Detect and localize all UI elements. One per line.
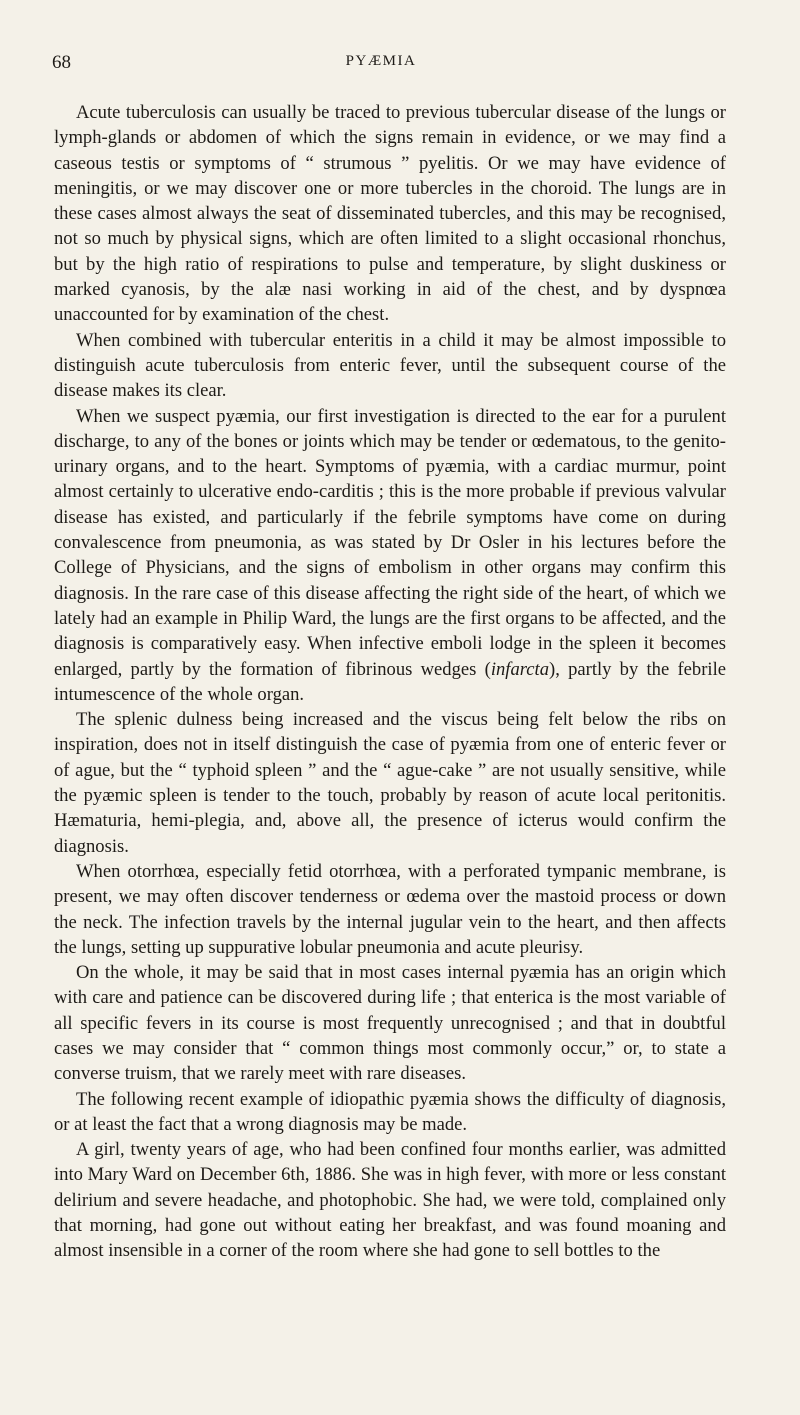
running-title: PYÆMIA [345,53,417,69]
paragraph: Acute tuberculosis can usually be traced to previous tubercular disease of the lungs or lymph-glands or abdomen of which the signs remain in evidence, or we may find a caseous testis or symptoms of “ strumous ” pyelitis. Or we may have evidence of meningitis, or we may discover one or more tubercles in the choroid. The lungs are in these cases almost always the seat of disseminated tubercles, and this may be recognised, not so much by physical signs, which are often limited to a slight occasional rhonchus, but by the high ratio of respirations to pulse and temperature, by slight duskiness or marked cyanosis, by the alæ nasi working in aid of the chest, and by dyspnœa unaccounted for by examination of the chest. [54,102,726,326]
paragraph: The splenic dulness being increased and the viscus being felt below the ribs on inspiration, does not in itself distinguish the case of pyæmia from one of enteric fever or of ague, but the “ typhoid spleen ” and the “ ague-cake ” are not usually sensitive, while the pyæmic spleen is tender to the touch, probably by reason of acute local peritonitis. Hæmaturia, hemi-plegia, and, above all, the presence of icterus would confirm the diagnosis. [54,709,726,857]
paragraph: When otorrhœa, especially fetid otorrhœa, with a perforated tympanic membrane, is present, we may often discover tenderness or œdema over the mastoid process or down the neck. The infection travels by the internal jugular vein to the heart, and then affects the lungs, setting up suppurative lobular pneumonia and acute pleurisy. [54,860,726,958]
paragraph: The following recent example of idiopathic pyæmia shows the difficulty of diagnosis, or at least the fact that a wrong diagnosis may be made. [54,1088,726,1135]
paragraph: When combined with tubercular enteritis in a child it may be almost impossible to distinguish acute tuberculosis from enteric fever, until the subsequent course of the disease makes its clear. [54,329,726,402]
italic-term: infarcta [490,658,549,680]
body-text [54,100,726,1264]
page-number: 68 [52,52,71,73]
page-header [52,52,710,76]
paragraph: A girl, twenty years of age, who had been confined four months earlier, was admitted into Mary Ward on December 6th, 1886. She was in high fever, with more or less constant delirium and severe headache, and photophobic. She had, we were told, complained only that morning, had gone out without eating her breakfast, and was found moaning and almost insensible in a corner of the room where she had gone to sell bottles to the [54,1139,726,1262]
paragraph: On the whole, it may be said that in most cases internal pyæmia has an origin which with care and patience can be discovered during life ; that enterica is the most variable of all specific fevers in its course is most frequently unrecognised ; and that in doubtful cases we may consider that “ common things most commonly occur,” or, to state a converse truism, that we rarely meet with rare diseases. [54,962,726,1085]
paragraph: When we suspect pyæmia, our first investigation is directed to the ear for a purulent discharge, to any of the bones or joints which may be tender or œdematous, to the genito-urinary organs, and to the heart. Symptoms of pyæmia, with a cardiac murmur, point almost certainly to ulcerative endo-carditis ; this is the more probable if previous valvular disease has existed, and particularly if the febrile symptoms have come on during convalescence from pneumonia, as was stated by Dr Osler in his lectures before the College of Physicians, and the signs of embolism in other organs may confirm this diagnosis. In the rare case of this disease affecting the right side of the heart, of which we lately had an example in Philip Ward, the lungs are the first organs to be affected, and the diagnosis is comparatively easy. When infective emboli lodge in the spleen it becomes enlarged, partly by the formation of fibrinous wedges (infarcta), partly by the febrile intumescence of the whole organ. [54,405,726,705]
